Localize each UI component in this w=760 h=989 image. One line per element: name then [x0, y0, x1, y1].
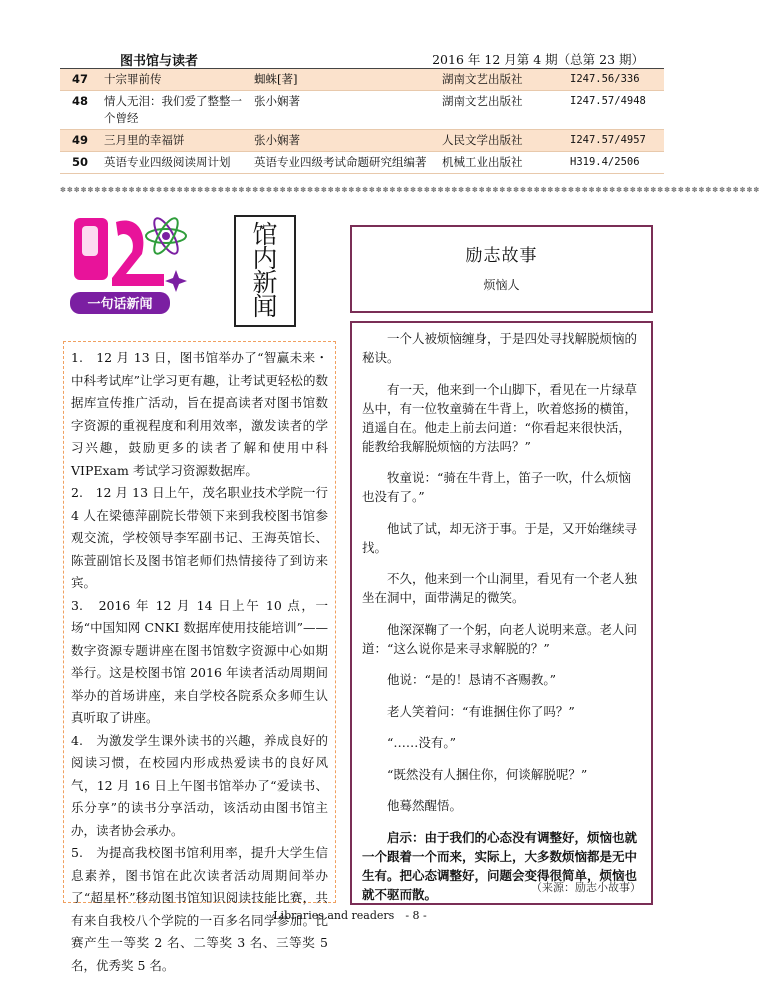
book-title: 情人无泪：我们爱了整整一个曾经	[104, 94, 242, 125]
book-title: 十宗罪前传	[100, 69, 250, 91]
story-source: （来源：励志小故事）	[531, 881, 641, 894]
story-paragraph: “既然没有人捆住你，何谈解脱呢？”	[387, 766, 588, 782]
story-paragraph: 老人笑着问：“有谁捆住你了吗？”	[387, 703, 575, 719]
story-paragraph: 他试了试，却无济于事。于是，又开始继续寻找。	[362, 520, 638, 555]
journal-title: 图书馆与读者	[120, 54, 199, 69]
story-paragraph: 他深深鞠了一个躬，向老人说明来意。老人问道：“这么说你是来寻求解脱的？”	[362, 621, 638, 656]
story-paragraph: 不久，他来到一个山洞里，看见有一个老人独坐在洞中，面带满足的微笑。	[362, 571, 638, 605]
story-paragraph: “……没有。”	[387, 735, 457, 750]
story-paragraph: 他说：“是的！恳请不吝赐教。”	[387, 672, 557, 687]
logo-caption: 一句话新闻	[87, 297, 153, 312]
news-column	[63, 341, 336, 973]
news-heading-char: 新	[252, 268, 278, 297]
book-author: 张小娴著	[254, 94, 300, 108]
library-news-heading	[234, 215, 296, 327]
book-title: 三月里的幸福饼	[100, 130, 250, 152]
news-item: 3. 2016 年 12 月 14 日上午 10 点，一场“中国知网 CNKI 数据库使用技能培训”——数字资源专题讲座在图书馆数字资源中心如期举行。这是校图书馆 2016 年读者活动周期间举办的首场讲座，来自学校各院系众多师生认真听取了讲座。	[71, 597, 328, 725]
story-paragraph: 他蓦然醒悟。	[387, 798, 463, 813]
book-call-number: H319.4/2506	[570, 156, 640, 168]
book-title: 英语专业四级阅读周计划	[104, 155, 231, 169]
news-heading-char: 内	[252, 244, 278, 273]
book-row	[60, 91, 664, 130]
book-publisher: 人民文学出版社	[438, 130, 566, 152]
book-publisher: 机械工业出版社	[442, 155, 523, 169]
news-item: 1. 12 月 13 日，图书馆举办了“智赢未来・中科考试库”让学习更有趣，让考试更轻松的数据库宣传推广活动，旨在提高读者对图书馆数字资源的重视程度和利用效率，激发读者的学习兴趣，鼓励更多的读者了解和使用中科 VIPExam 考试学习资源数据库。	[71, 350, 328, 478]
book-call-number: I247.56/336	[566, 69, 664, 91]
book-publisher: 湖南文艺出版社	[442, 94, 523, 108]
book-publisher: 湖南文艺出版社	[438, 69, 566, 91]
one-sentence-news-logo	[68, 208, 192, 318]
sparkle-icon	[165, 270, 187, 292]
book-row	[60, 152, 664, 174]
book-author: 英语专业四级考试命题研究组编著	[254, 155, 427, 169]
page-footer: Libraries and readers - 8 -	[273, 909, 427, 922]
book-number: 49	[60, 130, 100, 152]
book-call-number: I247.57/4948	[570, 95, 646, 107]
story-moral: 启示：由于我们的心态没有调整好，烦恼也就一个跟着一个而来，实际上，大多数烦恼都是无中生有。把心态调整好，问题会变得很简单，烦恼也就不驱而散。	[362, 829, 638, 902]
star-divider: ✽✽✽✽✽✽✽✽✽✽✽✽✽✽✽✽✽✽✽✽✽✽✽✽✽✽✽✽✽✽✽✽✽✽✽✽✽✽✽✽✽✽✽✽✽✽✽✽✽✽✽✽✽✽✽✽✽✽✽✽✽✽✽✽✽✽✽✽✽✽✽✽✽✽✽✽✽✽✽✽✽✽✽✽✽✽✽✽✽✽✽✽✽✽✽✽✽✽✽✽✽✽	[60, 186, 760, 194]
story-title: 烦恼人	[483, 278, 520, 292]
story-title-box	[350, 225, 653, 313]
book-number: 47	[60, 69, 100, 91]
book-list-table	[60, 69, 664, 174]
story-paragraph: 有一天，他来到一个山脚下，看见在一片绿草丛中，有一位牧童骑在牛背上，吹着悠扬的横笛，逍遥自在。他走上前去问道：“你看起来很快活，能教给我解脱烦恼的方法吗？”	[362, 381, 638, 454]
issue-info: 2016 年 12 月第 4 期（总第 23 期）	[432, 52, 644, 67]
story-body	[350, 321, 653, 905]
story-section-title: 励志故事	[465, 246, 538, 266]
book-row	[60, 69, 664, 91]
news-item: 4. 为激发学生课外读书的兴趣，养成良好的阅读习惯，在校园内形成热爱读书的良好风气，12 月 16 日上午图书馆举办了“爱读书、乐分享”的读书分享活动，该活动由图书馆主办，读者协会承办。	[71, 732, 328, 838]
book-author: 蜘蛛[著]	[250, 69, 438, 91]
story-paragraph: 一个人被烦恼缠身，于是四处寻找解脱烦恼的秘诀。	[362, 331, 638, 365]
news-heading-char: 闻	[252, 292, 278, 321]
news-item: 2. 12 月 13 日上午，茂名职业技术学院一行 4 人在梁德萍副院长带领下来到我校图书馆参观交流，学校领导李军副书记、王海英馆长、陈萱副馆长及图书馆老师们热情接待了到访来宾。	[71, 485, 328, 590]
book-call-number: I247.57/4957	[566, 130, 664, 152]
news-item: 5. 为提高我校图书馆利用率，提升大学生信息素养，图书馆在此次读者活动周期间举办了“超星杯”移动图书馆知识阅读技能比赛，共有来自我校八个学院的一百多名同学参加。比赛产生一等奖 2 名、二等奖 3 名、三等奖 5 名，优秀奖 5 名。	[71, 845, 328, 973]
book-number: 50	[71, 155, 88, 169]
atom-icon	[146, 215, 186, 257]
book-number: 48	[71, 94, 88, 108]
news-heading-char: 馆	[252, 220, 278, 249]
story-paragraph: 牧童说：“骑在牛背上，笛子一吹，什么烦恼也没有了。”	[362, 470, 631, 504]
page-header	[60, 50, 664, 68]
book-author: 张小娴著	[250, 130, 438, 152]
book-row	[60, 130, 664, 152]
